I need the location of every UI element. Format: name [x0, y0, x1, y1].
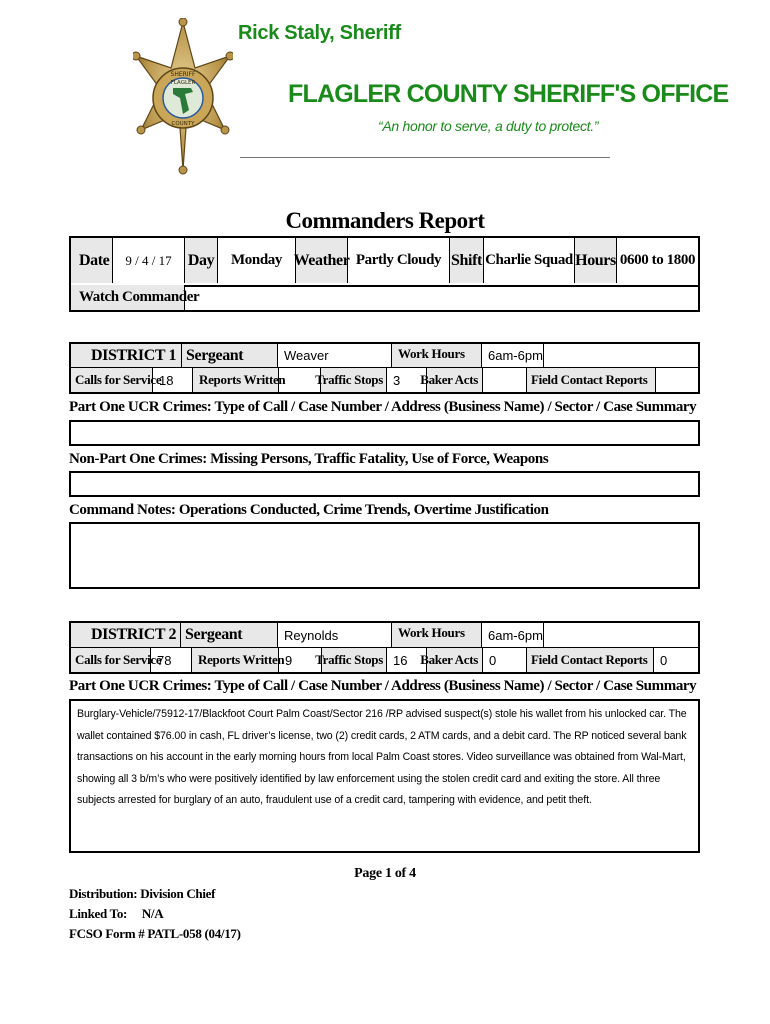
- district2-part-one-heading: Part One UCR Crimes: Type of Call / Case Number / Address (Business Name) / Sector / Case Summary: [69, 678, 697, 694]
- shift-value: Charlie Squad: [485, 252, 573, 268]
- district2-sergeant-field[interactable]: [278, 623, 392, 647]
- office-motto: “An honor to serve, a duty to protect.”: [378, 118, 599, 134]
- district1-command-notes-heading: Command Notes: Operations Conducted, Crime Trends, Overtime Justification: [69, 502, 549, 518]
- district2-reports-value: 9: [285, 652, 293, 668]
- district2-work-hours-field[interactable]: [482, 623, 544, 647]
- district1-part-one-field[interactable]: [69, 420, 700, 446]
- district2-part-one-text: Burglary-Vehicle/75912-17/Blackfoot Court Palm Coast/Sector 216 /RP advised suspect(s) stole his wallet from his unlocked car. The wallet contained $76.00 in cash, FL driver’s license, two (2) credit cards, 2 ATM cards, and a debit card. The RP noticed several bank transactions on his account in the early morning hours from local Palm Coast stores. Video surveillance was obtained from Wal-Mart, showing all 3 b/m’s who were positively identified by law enforcement using the stolen credit card and exiting the store. All three subjects arrested for burglary of an auto, fraudulent use of a credit card, tampering with evidence, and petit theft.: [77, 708, 687, 806]
- district2-calls-label: Calls for Service: [75, 652, 162, 667]
- district1-sergeant-field[interactable]: [278, 344, 392, 367]
- district2-work-hours-value: 6am-6pm: [488, 627, 543, 643]
- hours-value: 0600 to 1800: [619, 252, 696, 268]
- district2-calls-field[interactable]: [151, 648, 192, 672]
- district1-command-notes-text: [71, 528, 77, 540]
- district1-work-hours-label-cell: [392, 344, 482, 367]
- hours-label-cell: [575, 238, 617, 283]
- page-number: Page 1 of 4: [354, 866, 416, 881]
- weather-label-cell: [293, 238, 350, 283]
- district1-calls-label: Calls for Service: [75, 372, 162, 387]
- form-number: FCSO Form # PATL-058 (04/17): [69, 926, 241, 941]
- district2-work-hours-label: Work Hours: [398, 625, 465, 640]
- district2-reports-label: Reports Written: [198, 652, 285, 667]
- district1-reports-label-cell: [193, 368, 286, 392]
- shift-label: Shift: [451, 251, 482, 269]
- district2-calls-value: 78: [157, 652, 172, 668]
- district1-sergeant-value: Weaver: [284, 348, 329, 363]
- district1-baker-label-cell: [420, 368, 483, 392]
- district2-traffic-label-cell: [315, 648, 387, 672]
- district1-name: DISTRICT 1: [91, 346, 177, 364]
- day-label-cell: [185, 238, 218, 283]
- district1-calls-value: 18: [159, 372, 174, 388]
- district1-calls-label-cell: [71, 368, 162, 392]
- district1-part-one-heading: Part One UCR Crimes: Type of Call / Case Number / Address (Business Name) / Sector / Case Summary: [69, 399, 697, 415]
- district1-work-hours-field[interactable]: [482, 344, 544, 367]
- district2-baker-value: 0: [489, 652, 497, 668]
- district1-calls-field[interactable]: [153, 368, 193, 392]
- district2-sergeant-value: Reynolds: [284, 627, 339, 643]
- district1-non-part-one-field[interactable]: [69, 471, 700, 497]
- district1-part-one-text: [71, 426, 77, 438]
- date-label-cell: [71, 238, 113, 283]
- district2-fcr-label-cell: [527, 648, 654, 672]
- district2-sergeant-label: Sergeant: [185, 626, 243, 643]
- linked-to-line: Linked To: N/A: [69, 906, 164, 921]
- district2-part-one-field[interactable]: [69, 699, 700, 853]
- office-title: FLAGLER COUNTY SHERIFF'S OFFICE: [288, 80, 729, 108]
- date-field[interactable]: [113, 238, 185, 283]
- district1-name-cell: [71, 344, 182, 367]
- date-label: Date: [79, 251, 110, 269]
- district1-work-hours-value: 6am-6pm: [488, 348, 543, 363]
- district1-traffic-label-cell: [315, 368, 387, 392]
- district2-calls-label-cell: [71, 648, 162, 672]
- district1-traffic-label: Traffic Stops: [315, 372, 383, 387]
- weather-field[interactable]: [348, 238, 450, 283]
- district2-baker-field[interactable]: [483, 648, 527, 672]
- weather-label: Weather: [293, 251, 350, 269]
- hours-field[interactable]: [617, 238, 698, 283]
- day-value: Monday: [231, 252, 282, 268]
- report-title: Commanders Report: [285, 208, 485, 233]
- district1-fcr-label: Field Contact Reports: [531, 372, 648, 387]
- district2-reports-label-cell: [192, 648, 285, 672]
- district2-work-hours-label-cell: [392, 623, 482, 647]
- district2-name-cell: [71, 623, 181, 647]
- district1-fcr-field[interactable]: [656, 368, 698, 392]
- district1-non-part-one-heading: Non-Part One Crimes: Missing Persons, Traffic Fatality, Use of Force, Weapons: [69, 451, 549, 467]
- district1-sergeant-label-cell: [182, 344, 278, 367]
- day-field[interactable]: [218, 238, 296, 283]
- svg-text:FLAGLER: FLAGLER: [170, 80, 196, 86]
- district2-traffic-value: 16: [393, 652, 408, 668]
- district1-traffic-value: 3: [393, 372, 401, 388]
- district2-baker-label-cell: [420, 648, 483, 672]
- date-value: 9 / 4 / 17: [125, 252, 172, 268]
- sheriff-name: Rick Staly, Sheriff: [238, 22, 401, 44]
- district1-work-hours-label: Work Hours: [398, 346, 465, 361]
- district2-fcr-value: 0: [660, 652, 668, 668]
- hours-label: Hours: [575, 251, 616, 269]
- shift-field[interactable]: [484, 238, 575, 283]
- watch-commander-label-cell: [71, 285, 200, 310]
- district1-command-notes-field[interactable]: [69, 522, 700, 589]
- district1-fcr-label-cell: [527, 368, 656, 392]
- district1-reports-label: Reports Written: [199, 372, 286, 387]
- district1-baker-field[interactable]: [483, 368, 527, 392]
- sheriff-star-badge: [133, 18, 233, 176]
- svg-text:SHERIFF: SHERIFF: [170, 71, 196, 78]
- district2-name: DISTRICT 2: [91, 626, 177, 643]
- watch-commander-label: Watch Commander: [79, 289, 200, 305]
- weather-value: Partly Cloudy: [355, 252, 442, 268]
- svg-text:COUNTY: COUNTY: [171, 121, 195, 127]
- distribution-line: Distribution: Division Chief: [69, 886, 216, 901]
- district2-traffic-label: Traffic Stops: [315, 652, 383, 667]
- district2-baker-label: Baker Acts: [420, 652, 478, 667]
- day-label: Day: [187, 251, 215, 269]
- district1-baker-label: Baker Acts: [420, 372, 478, 387]
- shift-label-cell: [450, 238, 484, 283]
- district1-non-part-one-text: [71, 477, 77, 489]
- header-divider: [240, 157, 610, 158]
- district2-sergeant-label-cell: [181, 623, 278, 647]
- district2-fcr-label: Field Contact Reports: [531, 652, 648, 667]
- district1-sergeant-label: Sergeant: [186, 346, 244, 364]
- watch-commander-field[interactable]: [185, 285, 698, 310]
- district2-fcr-field[interactable]: [654, 648, 698, 672]
